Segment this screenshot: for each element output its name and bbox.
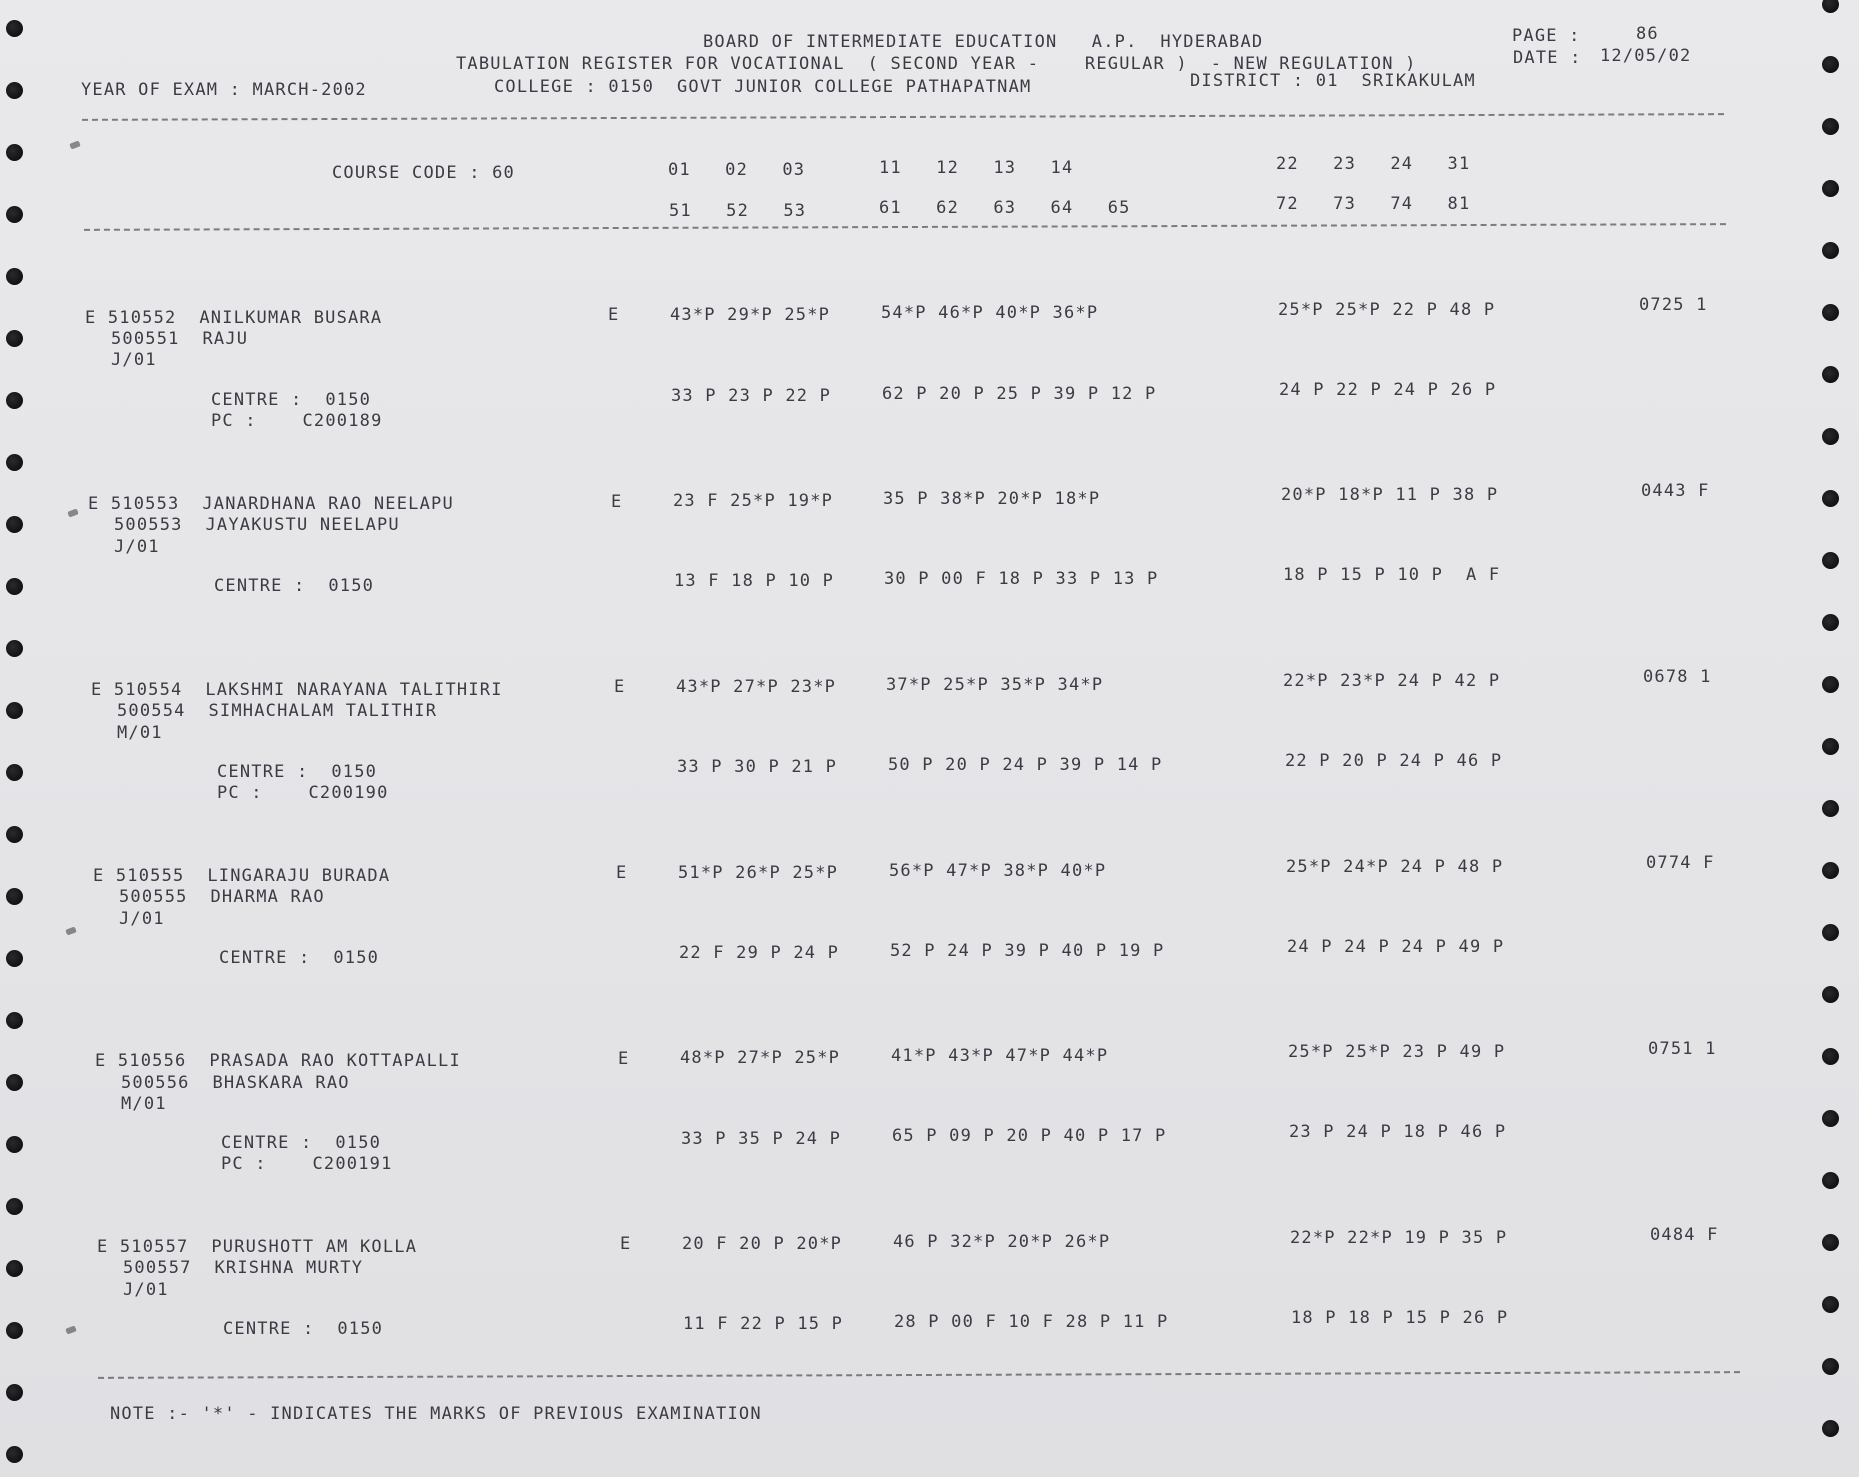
marks-row2-part2: 62 P 20 P 25 P 39 P 12 P <box>882 384 1157 404</box>
student-group: J/01 <box>123 1280 169 1300</box>
date-label: DATE : <box>1513 48 1582 68</box>
marks-row2-part2: 28 P 00 F 10 F 28 P 11 P <box>894 1312 1169 1332</box>
feed-hole <box>1822 1420 1839 1437</box>
feed-hole <box>6 20 23 37</box>
right-feed-holes <box>1822 0 1846 1477</box>
marks-row2-part2: 52 P 24 P 39 P 40 P 19 P <box>890 941 1165 961</box>
student-roll-name: E 510555 LINGARAJU BURADA <box>93 866 391 886</box>
feed-hole <box>6 516 23 533</box>
student-parent: 500553 JAYAKUSTU NEELAPU <box>114 515 400 535</box>
feed-hole <box>6 330 23 347</box>
feed-hole <box>1822 1110 1839 1127</box>
footer-divider <box>98 1371 1740 1379</box>
feed-hole <box>1822 1048 1839 1065</box>
feed-hole <box>1822 118 1839 135</box>
student-medium: E <box>611 492 623 512</box>
feed-hole <box>6 392 23 409</box>
feed-hole <box>1822 428 1839 445</box>
feed-hole <box>6 206 23 223</box>
student-centre: CENTRE : 0150 <box>219 948 380 968</box>
subject-codes-row2-group3: 72 73 74 81 <box>1276 194 1471 214</box>
student-centre: CENTRE : 0150 <box>217 762 378 782</box>
marks-row1-part2: 35 P 38*P 20*P 18*P <box>883 489 1101 509</box>
student-group: J/01 <box>111 350 157 370</box>
feed-hole <box>6 950 23 967</box>
feed-hole <box>1822 366 1839 383</box>
feed-hole <box>6 1384 23 1401</box>
marks-row1-part1: 23 F 25*P 19*P <box>673 491 834 511</box>
student-roll-name: E 510554 LAKSHMI NARAYANA TALITHIRI <box>91 680 503 700</box>
student-total: 0751 1 <box>1648 1039 1717 1059</box>
marks-row2-part1: 33 P 23 P 22 P <box>671 386 832 406</box>
feed-hole <box>6 1012 23 1029</box>
student-centre: CENTRE : 0150 <box>223 1319 384 1339</box>
marks-row2-part1: 33 P 35 P 24 P <box>681 1129 842 1149</box>
page-number: 86 <box>1636 24 1659 44</box>
student-roll-name: E 510556 PRASADA RAO KOTTAPALLI <box>95 1051 461 1071</box>
ink-mark <box>69 140 80 149</box>
feed-hole <box>6 268 23 285</box>
subject-codes-row1-group2: 11 12 13 14 <box>879 158 1074 178</box>
student-roll-name: E 510552 ANILKUMAR BUSARA <box>85 308 383 328</box>
feed-hole <box>6 1260 23 1277</box>
marks-row1-part3: 25*P 25*P 22 P 48 P <box>1278 300 1496 320</box>
feed-hole <box>1822 56 1839 73</box>
marks-row1-part1: 20 F 20 P 20*P <box>682 1234 843 1254</box>
feed-hole <box>1822 242 1839 259</box>
feed-hole <box>6 826 23 843</box>
marks-row1-part1: 43*P 27*P 23*P <box>676 677 837 697</box>
student-pc: PC : C200189 <box>211 411 383 431</box>
feed-hole <box>1822 862 1839 879</box>
feed-hole <box>6 1198 23 1215</box>
feed-hole <box>1822 490 1839 507</box>
student-roll-name: E 510553 JANARDHANA RAO NEELAPU <box>88 494 454 514</box>
feed-hole <box>6 640 23 657</box>
marks-row1-part1: 51*P 26*P 25*P <box>678 863 839 883</box>
student-parent: 500557 KRISHNA MURTY <box>123 1258 364 1278</box>
feed-hole <box>1822 614 1839 631</box>
student-group: M/01 <box>121 1094 167 1114</box>
marks-row1-part3: 22*P 22*P 19 P 35 P <box>1290 1228 1508 1248</box>
marks-row2-part1: 13 F 18 P 10 P <box>674 571 835 591</box>
student-medium: E <box>608 305 620 325</box>
marks-row1-part3: 25*P 25*P 23 P 49 P <box>1288 1042 1506 1062</box>
feed-hole <box>6 144 23 161</box>
feed-hole <box>1822 676 1839 693</box>
student-parent: 500551 RAJU <box>111 329 249 349</box>
marks-row2-part3: 18 P 15 P 10 P A F <box>1283 565 1501 585</box>
marks-row1-part1: 43*P 29*P 25*P <box>670 305 831 325</box>
feed-hole <box>1822 924 1839 941</box>
course-divider <box>84 223 1726 231</box>
student-centre: CENTRE : 0150 <box>221 1133 382 1153</box>
feed-hole <box>1822 1234 1839 1251</box>
marks-row1-part2: 56*P 47*P 38*P 40*P <box>889 861 1107 881</box>
marks-row1-part2: 41*P 43*P 47*P 44*P <box>891 1046 1109 1066</box>
student-group: J/01 <box>114 537 160 557</box>
student-medium: E <box>618 1049 630 1069</box>
student-group: J/01 <box>119 909 165 929</box>
student-roll-name: E 510557 PURUSHOTT AM KOLLA <box>97 1237 418 1257</box>
ink-mark <box>65 1325 76 1334</box>
student-total: 0725 1 <box>1639 295 1708 315</box>
course-code: COURSE CODE : 60 <box>332 163 515 183</box>
student-group: M/01 <box>117 723 163 743</box>
marks-row2-part1: 11 F 22 P 15 P <box>683 1314 844 1334</box>
marks-row2-part1: 33 P 30 P 21 P <box>677 757 838 777</box>
student-centre: CENTRE : 0150 <box>211 390 372 410</box>
feed-hole <box>6 1136 23 1153</box>
feed-hole <box>6 578 23 595</box>
marks-row1-part2: 46 P 32*P 20*P 26*P <box>893 1232 1111 1252</box>
marks-row1-part1: 48*P 27*P 25*P <box>680 1048 841 1068</box>
college-line: COLLEGE : 0150 GOVT JUNIOR COLLEGE PATHAPATNAM <box>494 77 1032 97</box>
feed-hole <box>1822 1172 1839 1189</box>
year-of-exam: YEAR OF EXAM : MARCH-2002 <box>81 80 367 100</box>
marks-row2-part2: 65 P 09 P 20 P 40 P 17 P <box>892 1126 1167 1146</box>
student-medium: E <box>616 863 628 883</box>
district-line: DISTRICT : 01 SRIKAKULAM <box>1190 71 1476 91</box>
feed-hole <box>6 1446 23 1463</box>
marks-row1-part3: 22*P 23*P 24 P 42 P <box>1283 671 1501 691</box>
marks-row2-part2: 50 P 20 P 24 P 39 P 14 P <box>888 755 1163 775</box>
footnote: NOTE :- '*' - INDICATES THE MARKS OF PREVIOUS EXAMINATION <box>110 1404 762 1424</box>
marks-row2-part3: 22 P 20 P 24 P 46 P <box>1285 751 1503 771</box>
feed-hole <box>6 702 23 719</box>
register-title: TABULATION REGISTER FOR VOCATIONAL ( SECOND YEAR - REGULAR ) - NEW REGULATION ) <box>456 54 1417 74</box>
student-total: 0484 F <box>1650 1225 1719 1245</box>
marks-row1-part3: 20*P 18*P 11 P 38 P <box>1281 485 1499 505</box>
feed-hole <box>1822 0 1839 13</box>
feed-hole <box>1822 1296 1839 1313</box>
subject-codes-row1-group1: 01 02 03 <box>668 160 806 180</box>
feed-hole <box>6 82 23 99</box>
student-medium: E <box>620 1234 632 1254</box>
student-total: 0443 F <box>1641 481 1710 501</box>
student-medium: E <box>614 677 626 697</box>
student-pc: PC : C200191 <box>221 1154 393 1174</box>
marks-row2-part3: 23 P 24 P 18 P 46 P <box>1289 1122 1507 1142</box>
feed-hole <box>1822 738 1839 755</box>
feed-hole <box>1822 304 1839 321</box>
marks-row1-part2: 37*P 25*P 35*P 34*P <box>886 675 1104 695</box>
feed-hole <box>6 1074 23 1091</box>
feed-hole <box>6 1322 23 1339</box>
marks-row2-part3: 24 P 24 P 24 P 49 P <box>1287 937 1505 957</box>
ink-mark <box>65 926 76 935</box>
student-parent: 500554 SIMHACHALAM TALITHIR <box>117 701 438 721</box>
feed-hole <box>6 454 23 471</box>
feed-hole <box>1822 986 1839 1003</box>
ink-mark <box>67 508 78 517</box>
feed-hole <box>1822 552 1839 569</box>
student-total: 0774 F <box>1646 853 1715 873</box>
student-parent: 500555 DHARMA RAO <box>119 887 325 907</box>
subject-codes-row2-group1: 51 52 53 <box>669 201 807 221</box>
marks-row2-part3: 24 P 22 P 24 P 26 P <box>1279 380 1497 400</box>
subject-codes-row2-group2: 61 62 63 64 65 <box>879 198 1131 218</box>
student-parent: 500556 BHASKARA RAO <box>121 1073 350 1093</box>
student-total: 0678 1 <box>1643 667 1712 687</box>
left-feed-holes <box>6 0 30 1477</box>
student-centre: CENTRE : 0150 <box>214 576 375 596</box>
print-date: 12/05/02 <box>1600 46 1692 66</box>
feed-hole <box>1822 180 1839 197</box>
feed-hole <box>6 888 23 905</box>
marks-row2-part3: 18 P 18 P 15 P 26 P <box>1291 1308 1509 1328</box>
board-title: BOARD OF INTERMEDIATE EDUCATION A.P. HYDERABAD <box>703 32 1264 52</box>
marks-row2-part2: 30 P 00 F 18 P 33 P 13 P <box>884 569 1159 589</box>
header-divider <box>82 113 1724 121</box>
feed-hole <box>1822 1358 1839 1375</box>
page-label: PAGE : <box>1512 26 1581 46</box>
feed-hole <box>1822 800 1839 817</box>
marks-row1-part3: 25*P 24*P 24 P 48 P <box>1286 857 1504 877</box>
student-pc: PC : C200190 <box>217 783 389 803</box>
marks-row1-part2: 54*P 46*P 40*P 36*P <box>881 303 1099 323</box>
subject-codes-row1-group3: 22 23 24 31 <box>1276 154 1471 174</box>
feed-hole <box>6 764 23 781</box>
marks-row2-part1: 22 F 29 P 24 P <box>679 943 840 963</box>
